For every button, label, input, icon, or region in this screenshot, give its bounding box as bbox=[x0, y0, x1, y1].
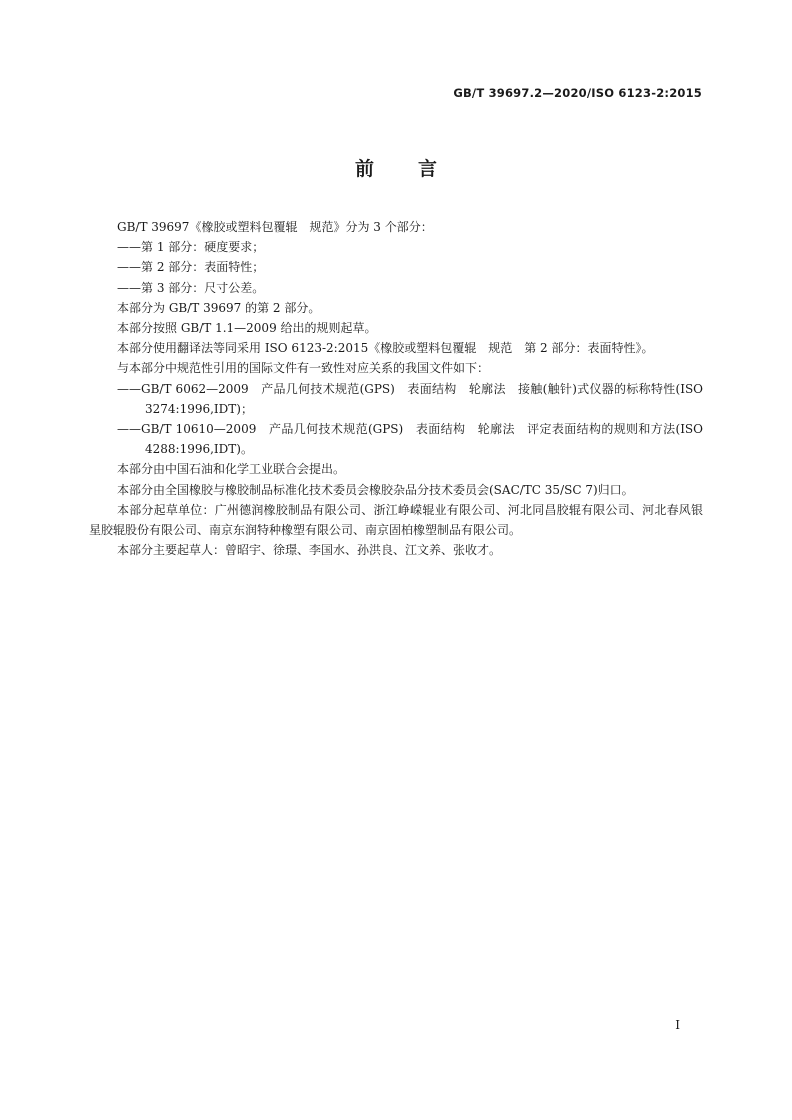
reference-gbt-6062: ——GB/T 6062—2009 产品几何技术规范(GPS) 表面结构 轮廓法 接触(触针)式仪器的标称特性(ISO 3274:1996,IDT)； bbox=[117, 381, 703, 416]
standard-code: GB/T 39697.2—2020/ISO 6123-2:2015 bbox=[453, 86, 702, 100]
intro-paragraph: GB/T 39697《橡胶或塑料包覆辊 规范》分为 3 个部分： bbox=[117, 220, 433, 234]
list-item-part-1: ——第 1 部分：硬度要求； bbox=[117, 240, 265, 255]
page-number: I bbox=[675, 1018, 680, 1032]
part-statement: 本部分为 GB/T 39697 的第 2 部分。 bbox=[117, 300, 321, 315]
drafting-rules: 本部分按照 GB/T 1.1—2009 给出的规则起草。 bbox=[117, 321, 377, 336]
reference-gbt-10610: ——GB/T 10610—2009 产品几何技术规范(GPS) 表面结构 轮廓法 评定表面结构的规则和方法(ISO 4288:1996,IDT)。 bbox=[117, 422, 703, 457]
list-item-part-3: ——第 3 部分：尺寸公差。 bbox=[117, 280, 265, 295]
adoption-statement: 本部分使用翻译法等同采用 ISO 6123-2:2015《橡胶或塑料包覆辊 规范 第 2 部分：表面特性》。 bbox=[117, 341, 654, 356]
committee-statement: 本部分由全国橡胶与橡胶制品标准化技术委员会橡胶杂品分技术委员会(SAC/TC 35/SC 7)归口。 bbox=[117, 482, 634, 497]
foreword-body bbox=[89, 217, 703, 560]
list-item-part-2: ——第 2 部分：表面特性； bbox=[117, 260, 265, 275]
page-title: 前言 bbox=[354, 158, 481, 180]
drafters: 本部分主要起草人：曾昭宇、徐璟、李国水、孙洪良、江文养、张收才。 bbox=[117, 543, 502, 558]
normative-references-intro: 与本部分中规范性引用的国际文件有一致性对应关系的我国文件如下： bbox=[117, 361, 490, 376]
drafting-units: 本部分起草单位：广州德润橡胶制品有限公司、浙江峥嵘辊业有限公司、河北同昌胶辊有限公司、河北春风银星胶辊股份有限公司、南京东润特种橡塑有限公司、南京固柏橡塑制品有限公司。 bbox=[89, 502, 703, 538]
proposer-statement: 本部分由中国石油和化学工业联合会提出。 bbox=[117, 462, 346, 477]
